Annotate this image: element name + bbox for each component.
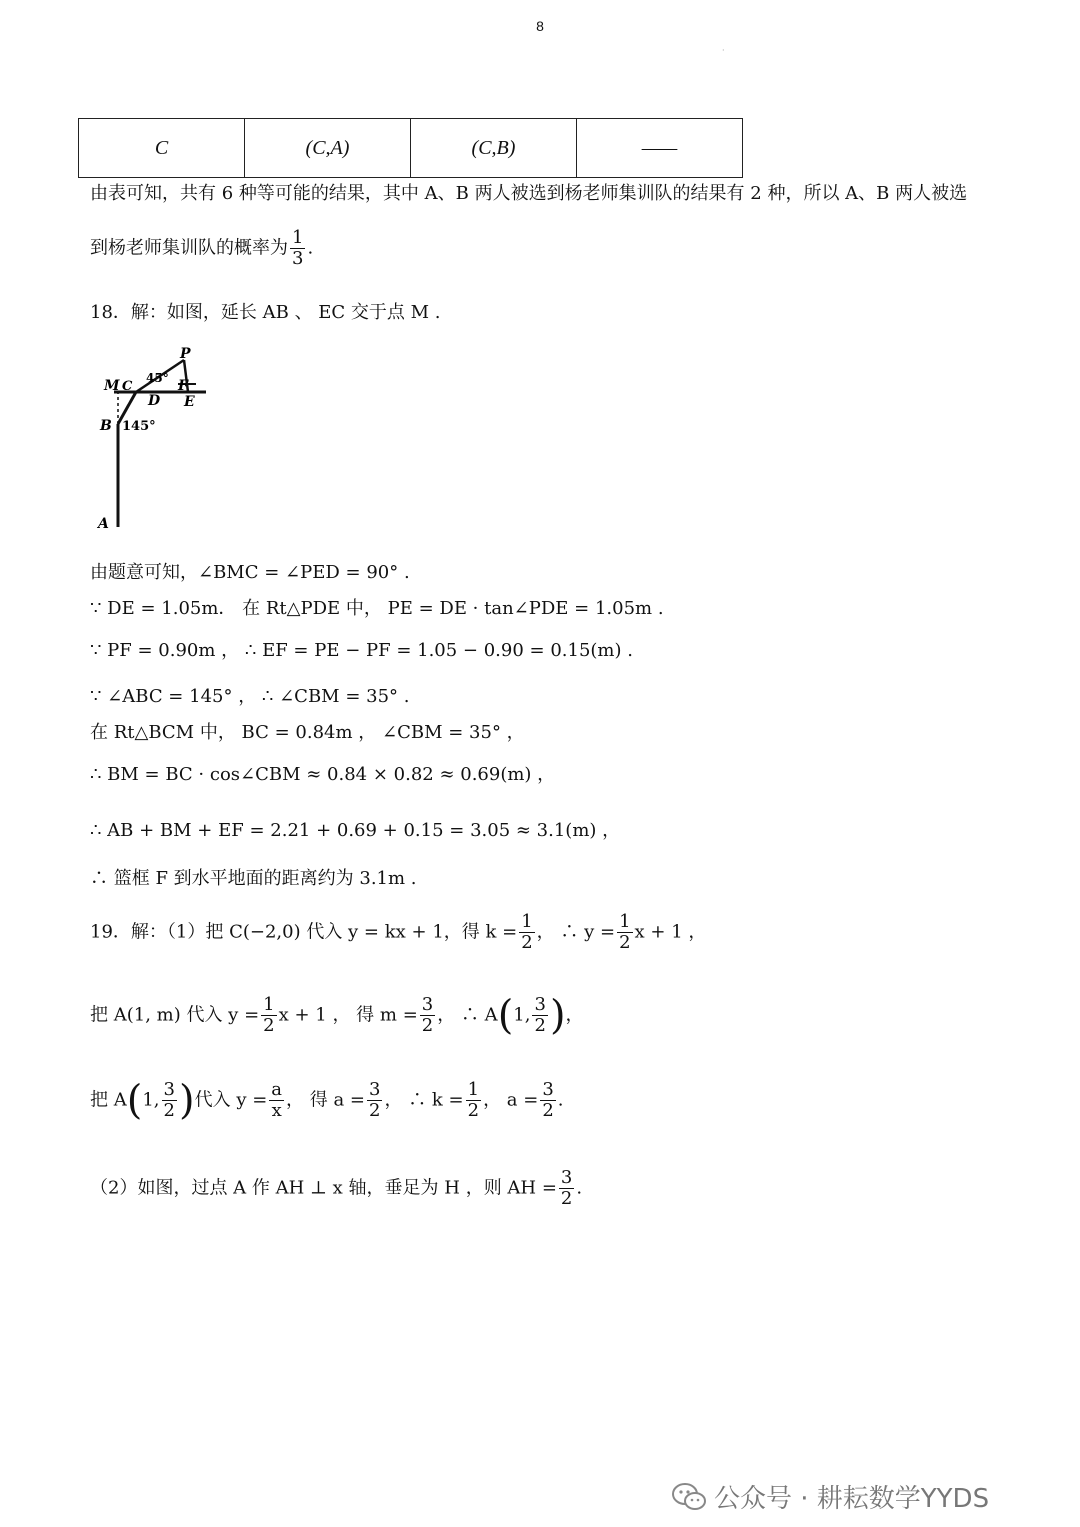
- denominator: 2: [467, 1099, 480, 1121]
- fraction: [466, 1080, 481, 1121]
- watermark-text: 公众号 · 耕耘数学YYDS: [714, 1484, 990, 1514]
- label-C: C: [122, 379, 133, 394]
- outcome-table: [78, 118, 743, 178]
- scan-dot: ·: [722, 46, 725, 55]
- text-span: x + 1 ，: [634, 921, 707, 943]
- text-span: ， ∴ k =: [384, 1089, 464, 1111]
- text-span: 1,: [513, 1004, 531, 1026]
- text-line: [90, 1168, 582, 1209]
- table-cell: (C,A): [245, 119, 411, 178]
- numerator: 3: [369, 1079, 381, 1100]
- text-span: 1,: [142, 1089, 160, 1111]
- table-row: [79, 119, 743, 178]
- basketball-stand-figure: [96, 342, 216, 532]
- numerator: a: [271, 1079, 283, 1100]
- text-span: .: [307, 237, 314, 259]
- label-A: A: [98, 516, 109, 532]
- fraction: [162, 1080, 177, 1121]
- fraction: [261, 995, 276, 1036]
- text-line: ∵ DE = 1.05m． 在 Rt△PDE 中， PE = DE · tan∠PDE = 1.05m .: [90, 598, 664, 619]
- text-line: ∴ AB + BM + EF = 2.21 + 0.69 + 0.15 = 3.05 ≈ 3.1(m) ，: [90, 820, 621, 841]
- numerator: 1: [521, 911, 533, 932]
- text-span: ， a =: [483, 1089, 539, 1111]
- denominator: 3: [292, 247, 304, 269]
- text-span: （2）如图，过点 A 作 AH ⊥ x 轴，垂足为 H ，则 AH =: [90, 1177, 557, 1199]
- text-line: 由表可知，共有 6 种等可能的结果，其中 A、B 两人被选到杨老师集训队的结果有 2 种，所以 A、B 两人被选: [90, 183, 968, 204]
- fraction: [532, 995, 547, 1036]
- fraction: [290, 228, 305, 269]
- fraction: [269, 1080, 284, 1121]
- text-line: ∵ PF = 0.90m ， ∴ EF = PE − PF = 1.05 − 0.90 = 0.15(m) .: [90, 640, 633, 661]
- fraction: [617, 912, 632, 953]
- label-D: D: [148, 393, 161, 409]
- text-line: ∴ 篮框 F 到水平地面的距离约为 3.1m .: [90, 868, 417, 889]
- denominator: 2: [369, 1099, 381, 1121]
- text-span: .: [557, 1089, 564, 1111]
- numerator: 3: [421, 994, 434, 1015]
- text-line: [90, 992, 584, 1039]
- denominator: 2: [619, 931, 631, 953]
- text-line: 在 Rt△BCM 中， BC = 0.84m ， ∠CBM = 35° ，: [90, 722, 525, 743]
- denominator: 2: [542, 1099, 554, 1121]
- label-E: E: [184, 394, 195, 410]
- fraction: [519, 912, 534, 953]
- text-line: ∵ ∠ABC = 145° ， ∴ ∠CBM = 35° .: [90, 686, 410, 707]
- paren: (: [126, 1077, 143, 1124]
- label-F: F: [178, 378, 188, 394]
- denominator: 2: [163, 1099, 175, 1121]
- text-line: ∴ BM = BC · cos∠CBM ≈ 0.84 × 0.82 ≈ 0.69(m) ，: [90, 764, 556, 785]
- fraction: [367, 1080, 382, 1121]
- numerator: 3: [163, 1079, 175, 1100]
- denominator: x: [271, 1099, 282, 1121]
- watermark: [672, 1478, 989, 1515]
- table-cell: (C,B): [411, 119, 577, 178]
- fraction: [420, 995, 435, 1036]
- fraction: [559, 1168, 574, 1209]
- label-M: M: [104, 378, 120, 394]
- text-span: 19．解：（1）把 C(−2,0) 代入 y = kx + 1，得 k =: [90, 921, 518, 943]
- table-cell: C: [79, 119, 245, 178]
- numerator: 3: [560, 1167, 573, 1188]
- page-number: 8: [536, 18, 544, 34]
- numerator: 3: [542, 1079, 554, 1100]
- paren: ): [178, 1077, 195, 1124]
- paren: ): [549, 992, 566, 1039]
- text-span: x + 1 ， 得 m =: [278, 1004, 418, 1026]
- question-19: [90, 912, 706, 953]
- text-span: 代入 y =: [194, 1089, 268, 1111]
- label-45: 45°: [146, 371, 169, 385]
- numerator: 3: [534, 994, 546, 1015]
- numerator: 1: [619, 911, 631, 932]
- table-cell: ——: [577, 119, 743, 178]
- text-span: ， ∴ A: [437, 1004, 498, 1026]
- text-span: 把 A: [90, 1089, 127, 1111]
- text-span: ， 得 a =: [286, 1089, 366, 1111]
- denominator: 2: [534, 1014, 546, 1036]
- numerator: 1: [263, 994, 275, 1015]
- text-line: 由题意可知，∠BMC = ∠PED = 90° .: [90, 562, 410, 583]
- text-span: ，: [565, 1004, 584, 1026]
- denominator: 2: [560, 1187, 573, 1209]
- numerator: 1: [467, 1079, 480, 1100]
- question-18: 18．解：如图，延长 AB 、 EC 交于点 M .: [90, 302, 441, 323]
- denominator: 2: [263, 1014, 275, 1036]
- wechat-icon: [672, 1482, 706, 1512]
- label-B: B: [100, 418, 112, 434]
- denominator: 2: [421, 1014, 434, 1036]
- text-line: [90, 1077, 564, 1124]
- label-P: P: [180, 346, 191, 362]
- label-145: 145°: [122, 419, 156, 434]
- numerator: 1: [292, 227, 304, 248]
- text-line: [90, 228, 313, 269]
- text-span: 把 A(1, m) 代入 y =: [90, 1004, 260, 1026]
- text-span: 到杨老师集训队的概率为: [90, 237, 288, 259]
- denominator: 2: [521, 931, 533, 953]
- fraction: [540, 1080, 555, 1121]
- text-span: ， ∴ y =: [536, 921, 616, 943]
- text-span: .: [576, 1177, 583, 1199]
- paren: (: [497, 992, 514, 1039]
